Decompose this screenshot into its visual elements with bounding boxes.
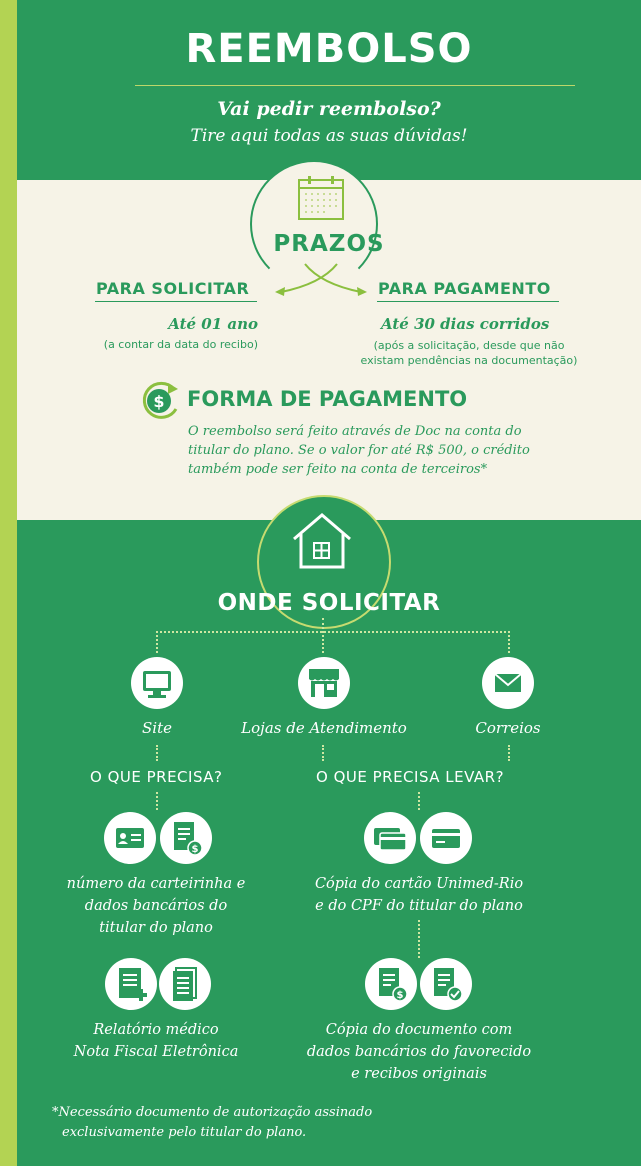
footnote-line1: *Necessário documento de autorização assinado [52, 1105, 373, 1120]
solicitar-note: (a contar da data do recibo) [103, 338, 258, 351]
pagamento-deadline: Até 30 dias corridos [381, 315, 550, 333]
connector-site [156, 745, 158, 761]
right-requirement-2 [290, 1019, 548, 1085]
right-question: O QUE PRECISA LEVAR? [316, 768, 505, 786]
left-req1-line3: titular do plano [99, 920, 213, 936]
left-requirement-2 [40, 1019, 272, 1063]
solicitar-underline [95, 301, 257, 302]
left-question: O QUE PRECISA? [90, 768, 223, 786]
forma-line-1: O reembolso será feito através de Doc na conta do [188, 424, 522, 439]
pagamento-note-line1: (após a solicitação, desde que não [373, 339, 565, 352]
cards-circle [364, 812, 416, 864]
title-divider [135, 85, 575, 86]
envelope-icon [482, 657, 534, 709]
left-req1-line2: dados bancários do [84, 898, 228, 914]
right-req2-line2: dados bancários do favorecido [306, 1044, 532, 1060]
id-card-circle [104, 812, 156, 864]
left-accent-strip [0, 0, 17, 1166]
page-tagline: Tire aqui todas as suas dúvidas! [190, 126, 468, 146]
correios-label: Correios [475, 719, 541, 737]
calendar-icon [297, 175, 345, 221]
para-solicitar-heading: PARA SOLICITAR [96, 279, 250, 298]
svg-text:$: $ [191, 844, 199, 855]
invoice-icon [159, 958, 211, 1010]
pagamento-note-line2: existam pendências na documentação) [360, 354, 578, 367]
receipt-circle [420, 958, 472, 1010]
cards-icon [364, 812, 416, 864]
cpf-card-icon [420, 812, 472, 864]
lojas-label: Lojas de Atendimento [241, 719, 407, 737]
site-channel [131, 657, 183, 709]
right-req1-line2: e do CPF do titular do plano [315, 898, 523, 914]
medical-report-icon [105, 958, 157, 1010]
connector-right-1 [418, 792, 420, 810]
bank-doc-circle-2 [365, 958, 417, 1010]
lojas-channel [298, 657, 350, 709]
left-req2-line2: Nota Fiscal Eletrônica [73, 1044, 239, 1060]
left-req2-line1: Relatório médico [93, 1022, 219, 1038]
id-card-icon [104, 812, 156, 864]
branch-site [156, 631, 158, 653]
svg-text:$: $ [153, 392, 165, 411]
forma-pagamento-text [188, 422, 588, 479]
split-arrows-icon [265, 262, 377, 298]
footnote [52, 1103, 452, 1143]
document-check-icon [420, 958, 472, 1010]
connector-correios [508, 745, 510, 761]
forma-line-3: também pode ser feito na conta de terceiros* [188, 462, 488, 477]
solicitar-deadline: Até 01 ano [168, 315, 258, 333]
correios-channel [482, 657, 534, 709]
right-requirement-1 [296, 873, 542, 917]
connector-lojas [322, 745, 324, 761]
branch-line [156, 631, 510, 633]
store-icon [298, 657, 350, 709]
left-req1-line1: número da carteirinha e [66, 876, 246, 892]
prazos-heading: PRAZOS [273, 231, 385, 257]
branch-lojas [322, 618, 324, 653]
right-req2-line3: e recibos originais [351, 1066, 487, 1082]
page-title: REEMBOLSO [185, 26, 473, 72]
medical-report-circle [105, 958, 157, 1010]
right-req1-line1: Cópia do cartão Unimed-Rio [314, 876, 524, 892]
left-requirement-1 [40, 873, 272, 939]
bank-doc-circle [160, 812, 212, 864]
document-money-icon [160, 812, 212, 864]
forma-line-2: titular do plano. Se o valor for até R$ 500, o crédito [188, 443, 530, 458]
pagamento-note [328, 338, 610, 368]
document-money-icon [365, 958, 417, 1010]
branch-correios [508, 631, 510, 653]
para-pagamento-heading: PARA PAGAMENTO [378, 279, 551, 298]
house-icon [291, 512, 353, 570]
onde-solicitar-heading: ONDE SOLICITAR [217, 590, 441, 616]
connector-right-2 [418, 920, 420, 958]
monitor-icon [131, 657, 183, 709]
connector-left-1 [156, 792, 158, 810]
site-label: Site [142, 719, 172, 737]
footnote-line2: exclusivamente pelo titular do plano. [62, 1125, 307, 1140]
forma-pagamento-heading: FORMA DE PAGAMENTO [187, 387, 468, 411]
dollar-cycle-icon [138, 379, 182, 423]
page-subtitle: Vai pedir reembolso? [217, 98, 441, 120]
pagamento-underline [377, 301, 559, 302]
invoice-circle [159, 958, 211, 1010]
svg-text:$: $ [396, 990, 404, 1001]
right-req2-line1: Cópia do documento com [325, 1022, 513, 1038]
cpf-card-circle [420, 812, 472, 864]
